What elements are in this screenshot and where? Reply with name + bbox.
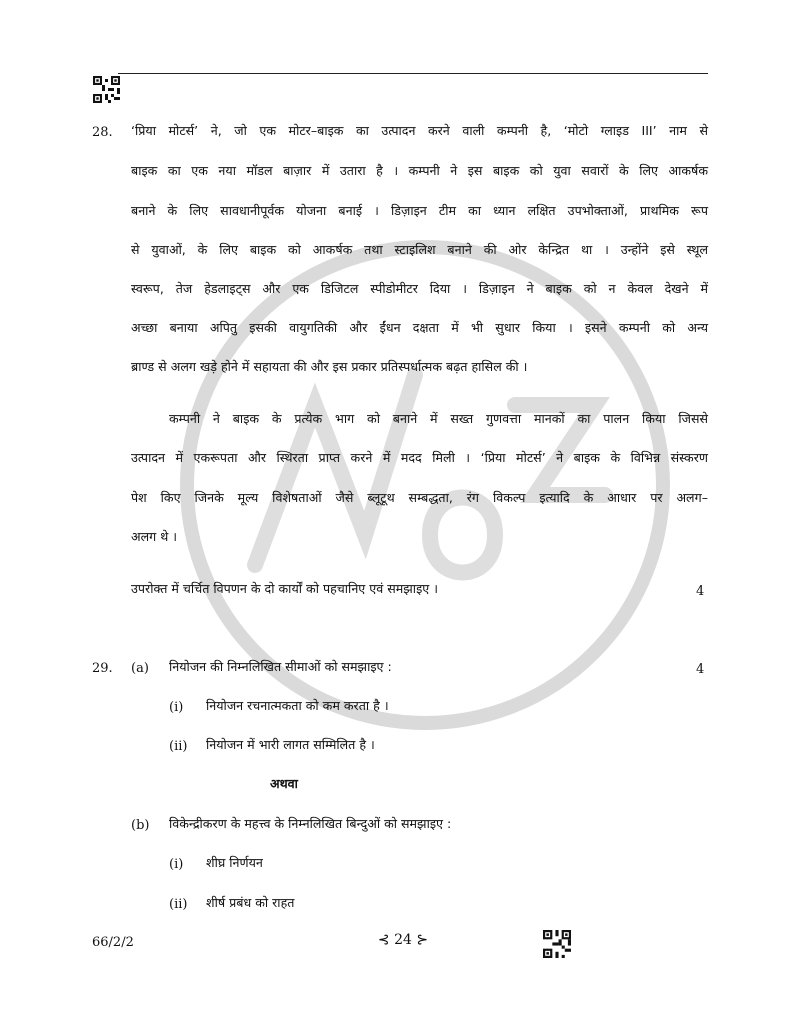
paper-code: 66/2/2 xyxy=(92,935,134,950)
header-rule xyxy=(118,73,708,74)
sub-item-label: (ii) xyxy=(169,739,188,754)
part-text: नियोजन की निम्नलिखित सीमाओं को समझाइए : xyxy=(169,659,392,674)
sub-item-label: (i) xyxy=(169,857,184,872)
qr-code-icon xyxy=(93,76,120,103)
sub-item-text: नियोजन रचनात्मकता को कम करता है । xyxy=(206,698,389,713)
marks-value: 4 xyxy=(696,584,705,599)
question-text-line: कम्पनी ने बाइक के प्रत्येक भाग को बनाने में सख्त गुणवत्ता मानकों का पालन किया जिससे xyxy=(169,411,708,426)
part-text: विकेन्द्रीकरण के महत्त्व के निम्नलिखित बिन्दुओं को समझाइए : xyxy=(169,816,452,831)
sub-item-text: शीघ्र निर्णयन xyxy=(206,855,263,870)
page-number-footer xyxy=(363,932,443,948)
marks-value: 4 xyxy=(696,662,705,677)
question-text-line: बनाने के लिए सावधानीपूर्वक योजना बनाई । डिज़ाइन टीम का ध्यान लक्षित उपभोक्ताओं, प्राथमिक रूप xyxy=(131,203,708,218)
question-text-line: अच्छा बनाया अपितु इसकी वायुगतिकी और ईंधन दक्षता में भी सुधार किया । इसने कम्पनी को अन्य xyxy=(131,320,708,335)
question-text-line: स्वरूप, तेज हेडलाइट्स और एक डिजिटल स्पीडोमीटर दिया । डिज़ाइन ने बाइक को न केवल देखने में xyxy=(131,281,708,296)
question-prompt: उपरोक्त में चर्चित विपणन के दो कार्यों को पहचानिए एवं समझाइए । xyxy=(131,581,438,596)
or-separator: अथवा xyxy=(270,776,298,791)
sub-item-text: नियोजन में भारी लागत सम्मिलित है । xyxy=(206,737,375,752)
sub-item-text: शीर्ष प्रबंध को राहत xyxy=(206,895,295,910)
question-text-line: उत्पादन में एकरूपता और स्थिरता प्राप्त करने में मदद मिली । ‘प्रिया मोटर्स’ ने बाइक के विभिन्न संस्करण xyxy=(131,450,708,465)
question-text-line: ब्राण्ड से अलग खड़े होने में सहायता की और इस प्रकार प्रतिस्पर्धात्मक बढ़त हासिल की । xyxy=(131,359,528,374)
sub-item-label: (i) xyxy=(169,700,184,715)
ornament-right-icon: ⊱ xyxy=(416,932,429,948)
question-text-line: ‘प्रिया मोटर्स’ ने, जो एक मोटर–बाइक का उत्पादन करने वाली कम्पनी है, ‘मोटो ग्लाइड III’ नाम से xyxy=(131,123,708,138)
ornament-left-icon: ⊰ xyxy=(377,932,390,948)
question-text-line: अलग थे । xyxy=(131,529,178,544)
part-label: (a) xyxy=(131,661,149,676)
question-text-line: से युवाओं, के लिए बाइक को आकर्षक तथा स्टाइलिश बनाने की ओर केन्द्रित था । उन्होंने इसे स्थूल xyxy=(131,242,708,257)
sub-item-label: (ii) xyxy=(169,897,188,912)
qr-code-icon xyxy=(543,930,571,958)
question-number: 29. xyxy=(92,661,113,676)
page-number: 24 xyxy=(394,932,412,948)
question-text-line: बाइक का एक नया मॉडल बाज़ार में उतारा है । कम्पनी ने इस बाइक को युवा सवारों के लिए आकर्षक xyxy=(131,163,708,178)
question-text-line: पेश किए जिनके मूल्य विशेषताओं जैसे ब्लूटूथ सम्बद्धता, रंग विकल्प इत्यादि के आधार पर अलग– xyxy=(131,490,708,505)
part-label: (b) xyxy=(131,818,150,833)
question-number: 28. xyxy=(92,125,113,140)
